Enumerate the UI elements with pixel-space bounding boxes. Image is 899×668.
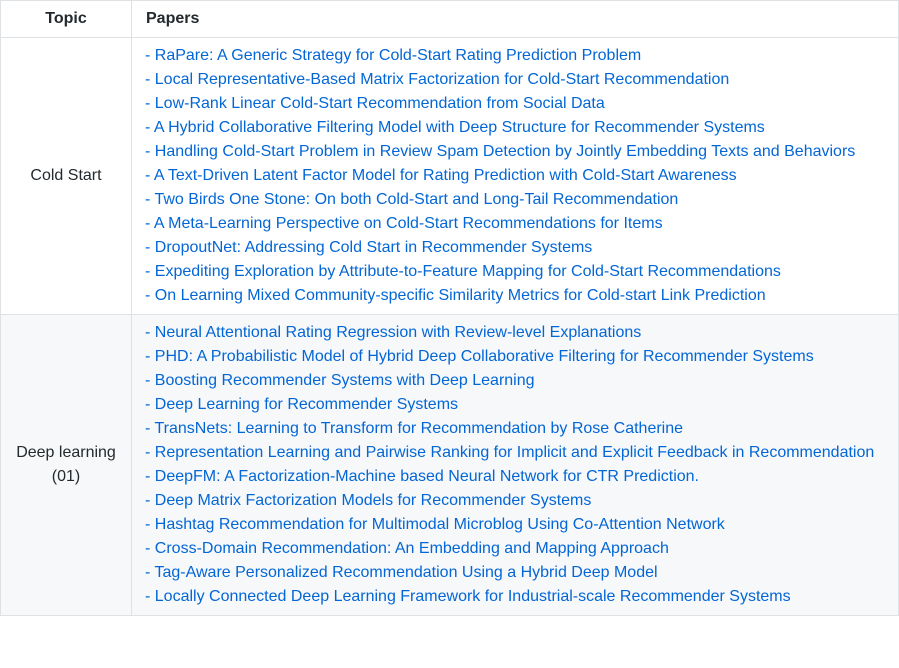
paper-link[interactable]: Cross-Domain Recommendation: An Embedding and Mapping Approach — [154, 540, 669, 557]
papers-cell — [132, 315, 899, 616]
paper-link[interactable]: On Learning Mixed Community-specific Similarity Metrics for Cold-start Link Prediction — [154, 287, 766, 304]
paper-link[interactable]: Deep Learning for Recommender Systems — [154, 396, 459, 413]
topic-column-header: Topic — [1, 1, 132, 38]
paper-list-item: - Locally Connected Deep Learning Framework for Industrial-scale Recommender Systems — [145, 588, 791, 605]
topic-cell: Deep learning (01) — [1, 315, 132, 616]
paper-list-item: - Representation Learning and Pairwise Ranking for Implicit and Explicit Feedback in Recommendation — [145, 444, 875, 461]
paper-link[interactable]: Tag-Aware Personalized Recommendation Using a Hybrid Deep Model — [154, 564, 658, 581]
paper-link[interactable]: Two Birds One Stone: On both Cold-Start and Long-Tail Recommendation — [154, 191, 679, 208]
paper-link[interactable]: A Meta-Learning Perspective on Cold-Start Recommendations for Items — [153, 215, 663, 232]
paper-link[interactable]: Locally Connected Deep Learning Framework for Industrial-scale Recommender Systems — [154, 588, 791, 605]
table-row-deep-learning — [1, 315, 899, 616]
paper-link[interactable]: Neural Attentional Rating Regression with Review-level Explanations — [154, 324, 642, 341]
paper-list-item: - Handling Cold-Start Problem in Review Spam Detection by Jointly Embedding Texts and Behaviors — [145, 143, 856, 160]
header-row — [1, 1, 899, 38]
paper-list-item: - DeepFM: A Factorization-Machine based Neural Network for CTR Prediction. — [145, 468, 699, 485]
table-row-cold-start — [1, 38, 899, 315]
papers-cell — [132, 38, 899, 315]
paper-list-item: - Expediting Exploration by Attribute-to-Feature Mapping for Cold-Start Recommendations — [145, 263, 781, 280]
topic-cell: Cold Start — [1, 38, 132, 315]
paper-list-item: - Cross-Domain Recommendation: An Embedding and Mapping Approach — [145, 540, 669, 557]
paper-list-item: - RaPare: A Generic Strategy for Cold-Start Rating Prediction Problem — [145, 47, 642, 64]
paper-link[interactable]: Low-Rank Linear Cold-Start Recommendation from Social Data — [154, 95, 605, 112]
paper-link[interactable]: Local Representative-Based Matrix Factorization for Cold-Start Recommendation — [154, 71, 730, 88]
paper-link[interactable]: A Text-Driven Latent Factor Model for Rating Prediction with Cold-Start Awareness — [153, 167, 737, 184]
paper-list-item: - Local Representative-Based Matrix Factorization for Cold-Start Recommendation — [145, 71, 730, 88]
paper-list-item: - Low-Rank Linear Cold-Start Recommendation from Social Data — [145, 95, 605, 112]
paper-link[interactable]: Deep Matrix Factorization Models for Recommender Systems — [154, 492, 592, 509]
paper-list-item: - PHD: A Probabilistic Model of Hybrid Deep Collaborative Filtering for Recommender Systems — [145, 348, 814, 365]
paper-link[interactable]: Expediting Exploration by Attribute-to-Feature Mapping for Cold-Start Recommendations — [154, 263, 781, 280]
paper-list-item: - A Meta-Learning Perspective on Cold-Start Recommendations for Items — [145, 215, 663, 232]
paper-list-item: - Two Birds One Stone: On both Cold-Start and Long-Tail Recommendation — [145, 191, 679, 208]
paper-link[interactable]: RaPare: A Generic Strategy for Cold-Start Rating Prediction Problem — [154, 47, 642, 64]
paper-link[interactable]: A Hybrid Collaborative Filtering Model with Deep Structure for Recommender Systems — [153, 119, 765, 136]
paper-link[interactable]: Boosting Recommender Systems with Deep Learning — [154, 372, 535, 389]
paper-link[interactable]: TransNets: Learning to Transform for Recommendation by Rose Catherine — [154, 420, 684, 437]
paper-list-item: - Deep Matrix Factorization Models for Recommender Systems — [145, 492, 592, 509]
paper-link[interactable]: Handling Cold-Start Problem in Review Spam Detection by Jointly Embedding Texts and Behaviors — [154, 143, 856, 160]
paper-link[interactable]: PHD: A Probabilistic Model of Hybrid Deep Collaborative Filtering for Recommender Systems — [154, 348, 814, 365]
paper-link[interactable]: Representation Learning and Pairwise Ranking for Implicit and Explicit Feedback in Recommendation — [154, 444, 875, 461]
paper-link[interactable]: Hashtag Recommendation for Multimodal Microblog Using Co-Attention Network — [154, 516, 725, 533]
papers-column-header: Papers — [132, 1, 899, 38]
paper-list-item: - Boosting Recommender Systems with Deep Learning — [145, 372, 535, 389]
paper-list-item: - On Learning Mixed Community-specific Similarity Metrics for Cold-start Link Prediction — [145, 287, 766, 304]
paper-list-item: - A Hybrid Collaborative Filtering Model with Deep Structure for Recommender Systems — [145, 119, 765, 136]
paper-list-item: - A Text-Driven Latent Factor Model for Rating Prediction with Cold-Start Awareness — [145, 167, 737, 184]
paper-link[interactable]: DeepFM: A Factorization-Machine based Neural Network for CTR Prediction. — [154, 468, 699, 485]
paper-list-item: - TransNets: Learning to Transform for Recommendation by Rose Catherine — [145, 420, 684, 437]
paper-link[interactable]: DropoutNet: Addressing Cold Start in Recommender Systems — [154, 239, 593, 256]
paper-list-item: - Deep Learning for Recommender Systems — [145, 396, 459, 413]
paper-list-item: - DropoutNet: Addressing Cold Start in Recommender Systems — [145, 239, 593, 256]
paper-list-item: - Neural Attentional Rating Regression with Review-level Explanations — [145, 324, 642, 341]
paper-list-item: - Tag-Aware Personalized Recommendation Using a Hybrid Deep Model — [145, 564, 658, 581]
paper-list-item: - Hashtag Recommendation for Multimodal Microblog Using Co-Attention Network — [145, 516, 725, 533]
